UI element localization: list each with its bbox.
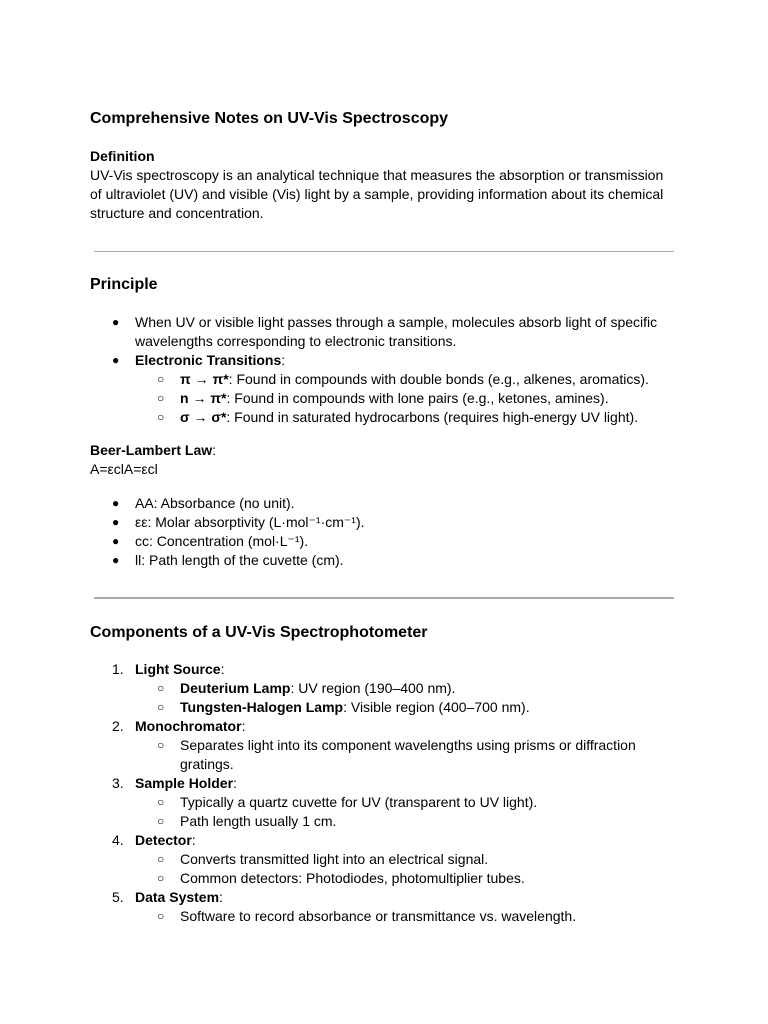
variable-text: εε: Molar absorptivity (L·mol⁻¹·cm⁻¹). <box>135 514 365 530</box>
circle-bullet-icon: ○ <box>157 681 165 695</box>
colon: : <box>241 718 246 734</box>
list-item <box>90 812 675 831</box>
components-heading: Components of a UV-Vis Spectrophotometer <box>90 624 428 641</box>
component-label: Light Source <box>135 661 221 677</box>
principle-heading: Principle <box>90 276 158 293</box>
item-number: 2. <box>112 718 124 734</box>
list-item <box>90 389 675 408</box>
bullet-icon: ● <box>112 553 120 567</box>
list-item <box>90 698 675 717</box>
beer-lambert-heading <box>90 441 675 460</box>
list-item <box>90 313 675 351</box>
bullet-icon: ● <box>112 534 120 548</box>
variable-text: cc: Concentration (mol·L⁻¹). <box>135 533 309 549</box>
sub-text: Common detectors: Photodiodes, photomultiplier tubes. <box>180 870 525 886</box>
components-list <box>90 660 675 926</box>
list-item <box>90 351 675 370</box>
item-number: 1. <box>112 661 124 677</box>
beer-lambert-label: Beer-Lambert Law <box>90 442 213 458</box>
list-item <box>90 888 675 907</box>
item-number: 3. <box>112 775 124 791</box>
list-item <box>90 551 675 570</box>
list-item <box>90 831 675 850</box>
sub-text: Separates light into its component wavelengths using prisms or diffraction gratings. <box>180 737 636 772</box>
circle-bullet-icon: ○ <box>157 391 165 405</box>
sub-bold: Deuterium Lamp <box>180 680 291 696</box>
colon: : <box>233 775 237 791</box>
circle-bullet-icon: ○ <box>157 372 165 386</box>
list-item <box>90 736 675 774</box>
list-item <box>90 494 675 513</box>
circle-bullet-icon: ○ <box>157 814 165 828</box>
beer-lambert-formula: A=εclA=εcl <box>90 461 158 477</box>
list-item <box>90 869 675 888</box>
sub-bold: Tungsten-Halogen Lamp <box>180 699 344 715</box>
transition-term: π → π* <box>180 371 229 387</box>
bullet-icon: ● <box>112 515 120 529</box>
list-item <box>90 717 675 736</box>
circle-bullet-icon: ○ <box>157 871 165 885</box>
list-item <box>90 513 675 532</box>
component-label: Monochromator <box>135 718 242 734</box>
sub-text: Software to record absorbance or transmittance vs. wavelength. <box>180 908 577 924</box>
bullet-icon: ● <box>112 353 120 367</box>
divider <box>94 597 674 599</box>
circle-bullet-icon: ○ <box>157 738 165 752</box>
variables-list <box>90 494 675 570</box>
item-number: 4. <box>112 832 124 848</box>
colon: : <box>191 832 196 848</box>
list-item <box>90 532 675 551</box>
transition-term: σ → σ* <box>180 409 227 425</box>
divider <box>94 251 674 252</box>
sub-text: : Visible region (400–700 nm). <box>343 699 530 715</box>
sub-text: Typically a quartz cuvette for UV (transparent to UV light). <box>180 794 538 810</box>
sub-text: Converts transmitted light into an electrical signal. <box>180 851 489 867</box>
circle-bullet-icon: ○ <box>157 909 165 923</box>
list-item <box>90 660 675 679</box>
transition-text: : Found in saturated hydrocarbons (requires high-energy UV light). <box>226 409 639 425</box>
list-item <box>90 907 675 926</box>
principle-list <box>90 313 675 427</box>
definition-heading: Definition <box>90 148 155 164</box>
circle-bullet-icon: ○ <box>157 410 165 424</box>
principle-bullet-text: When UV or visible light passes through a sample, molecules absorb light of specific wavelengths corresponding to electronic transitions. <box>135 314 658 349</box>
definition-text: UV-Vis spectroscopy is an analytical technique that measures the absorption or transmission of ultraviolet (UV) and visible (Vis) light by a sample, providing information about its chemical structure and concentration. <box>90 167 664 221</box>
list-item <box>90 370 675 389</box>
page-title: Comprehensive Notes on UV-Vis Spectroscopy <box>90 110 449 127</box>
list-item <box>90 793 675 812</box>
transition-text: : Found in compounds with lone pairs (e.g., ketones, amines). <box>226 390 609 406</box>
list-item <box>90 408 675 427</box>
colon: : <box>212 442 217 458</box>
transition-term: n → π* <box>180 390 227 406</box>
variable-text: AA: Absorbance (no unit). <box>135 495 295 511</box>
sub-text: Path length usually 1 cm. <box>180 813 337 829</box>
circle-bullet-icon: ○ <box>157 795 165 809</box>
list-item <box>90 679 675 698</box>
transitions-label: Electronic Transitions <box>135 352 282 368</box>
colon: : <box>220 661 225 677</box>
list-item <box>90 850 675 869</box>
component-label: Detector <box>135 832 192 848</box>
bullet-icon: ● <box>112 315 120 329</box>
circle-bullet-icon: ○ <box>157 852 165 866</box>
colon: : <box>281 352 286 368</box>
bullet-icon: ● <box>112 496 120 510</box>
circle-bullet-icon: ○ <box>157 700 165 714</box>
component-label: Sample Holder <box>135 775 234 791</box>
sub-text: : UV region (190–400 nm). <box>290 680 456 696</box>
list-item <box>90 774 675 793</box>
colon: : <box>219 889 223 905</box>
variable-text: ll: Path length of the cuvette (cm). <box>135 552 344 568</box>
item-number: 5. <box>112 889 124 905</box>
component-label: Data System <box>135 889 220 905</box>
transition-text: : Found in compounds with double bonds (e.g., alkenes, aromatics). <box>228 371 649 387</box>
